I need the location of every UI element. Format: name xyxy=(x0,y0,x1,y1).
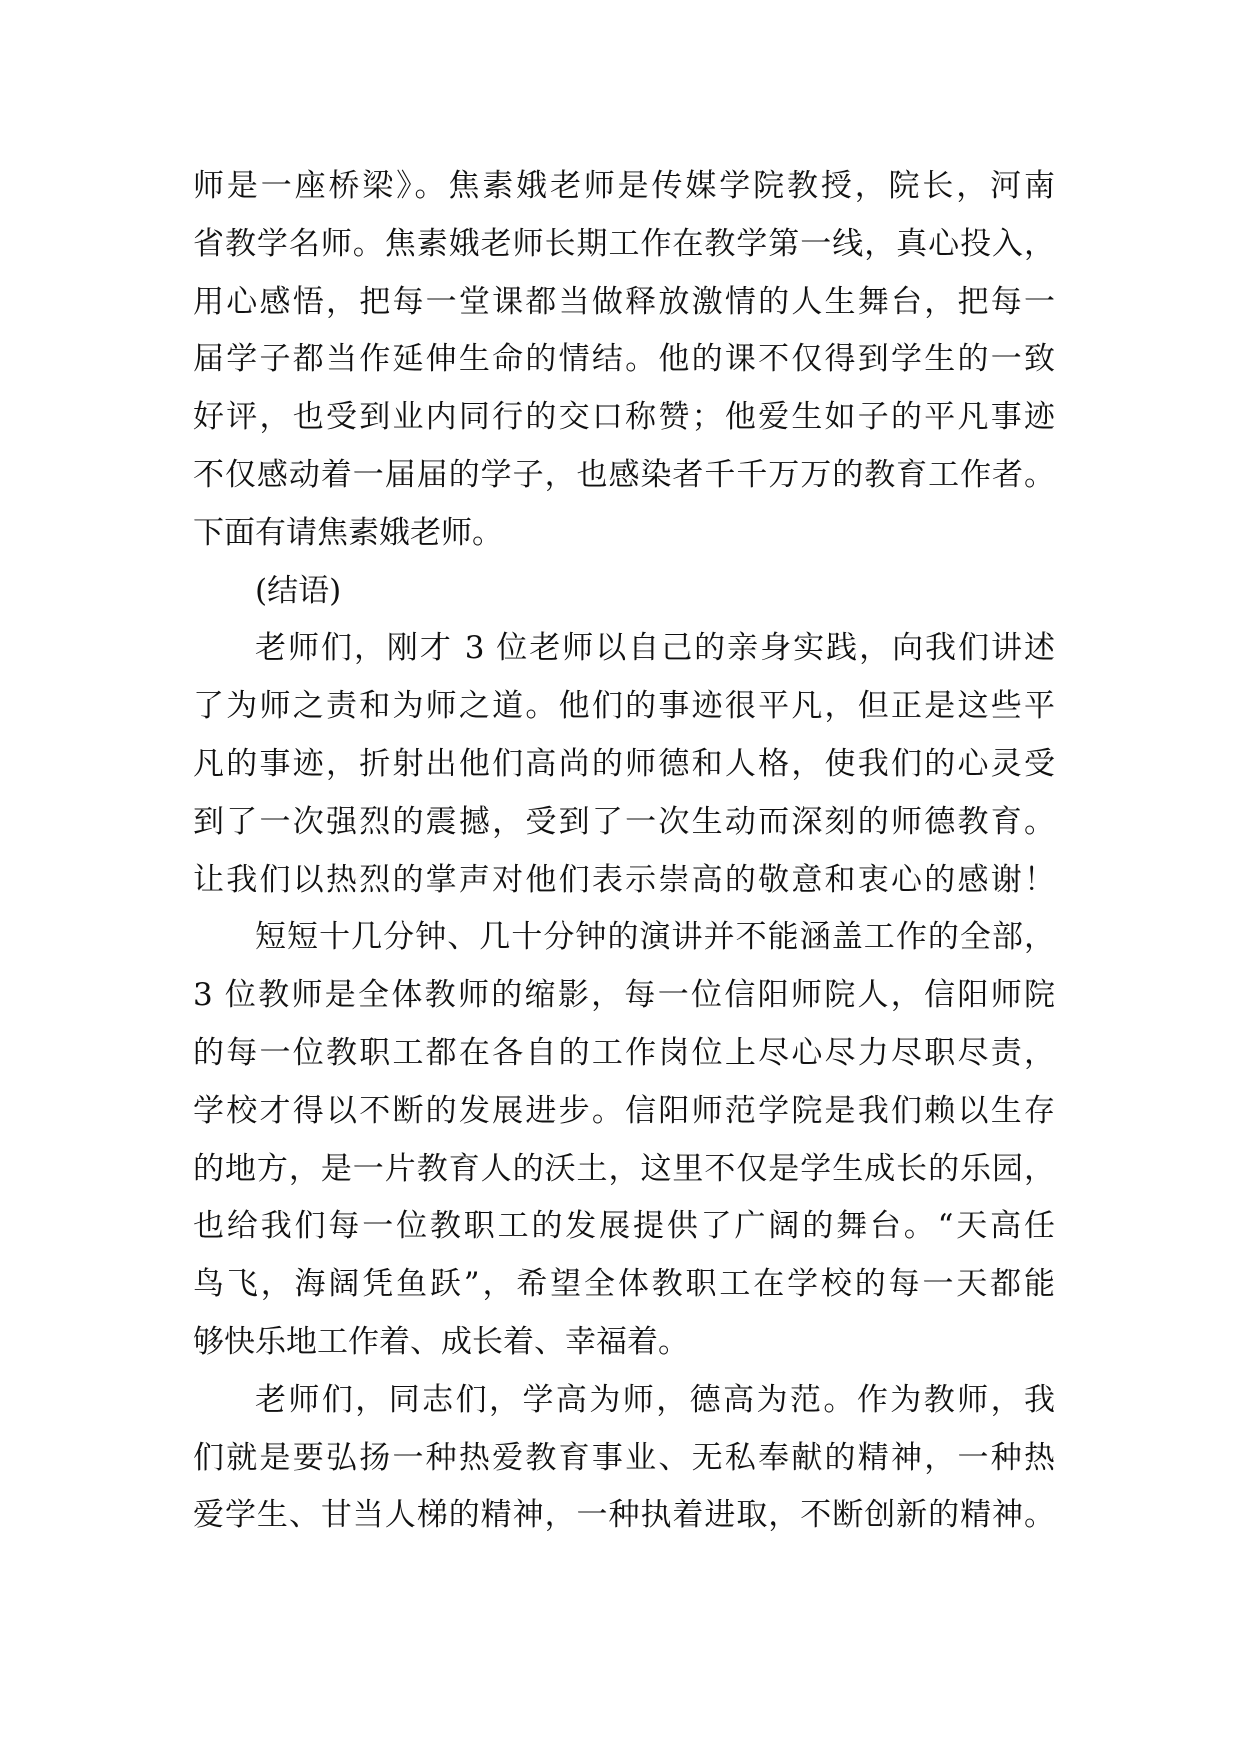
text-line: 到了一次强烈的震撼，受到了一次生动而深刻的师德教育。 xyxy=(193,803,1055,840)
text-line: 凡的事迹，折射出他们高尚的师德和人格，使我们的心灵受 xyxy=(193,745,1055,782)
text-line: 省教学名师。焦素娥老师长期工作在教学第一线，真心投入， xyxy=(193,225,1055,262)
text-line: 爱学生、甘当人梯的精神，一种执着进取，不断创新的精神。 xyxy=(193,1497,1055,1534)
text-line: (结语) xyxy=(255,572,342,609)
text-line: 够快乐地工作着、成长着、幸福着。 xyxy=(193,1323,689,1360)
text-line: 短短十几分钟、几十分钟的演讲并不能涵盖工作的全部， xyxy=(255,919,1055,956)
text-line: 的地方，是一片教育人的沃土，这里不仅是学生成长的乐园， xyxy=(193,1150,1055,1187)
text-line: 老师们，同志们，学高为师，德高为范。作为教师，我 xyxy=(255,1381,1055,1418)
text-line: 师是一座桥梁》。焦素娥老师是传媒学院教授，院长，河南 xyxy=(193,168,1055,204)
text-line: 用心感悟，把每一堂课都当做释放激情的人生舞台，把每一 xyxy=(193,283,1055,320)
text-line: 学校才得以不断的发展进步。信阳师范学院是我们赖以生存 xyxy=(193,1092,1055,1129)
text-line: 不仅感动着一届届的学子，也感染者千千万万的教育工作者。 xyxy=(193,456,1055,493)
section-heading-conclusion xyxy=(193,563,1055,621)
text-line: 也给我们每一位教职工的发展提供了广阔的舞台。“天高任 xyxy=(193,1208,1055,1245)
text-line: 的每一位教职工都在各自的工作岗位上尽心尽力尽职尽责， xyxy=(193,1034,1055,1071)
text-line: 届学子都当作延伸生命的情结。他的课不仅得到学生的一致 xyxy=(193,341,1055,378)
text-line: 下面有请焦素娥老师。 xyxy=(193,514,503,551)
paragraph-school xyxy=(193,909,1055,1371)
text-line: 3 位教师是全体教师的缩影，每一位信阳师院人，信阳师院 xyxy=(193,977,1055,1014)
paragraph-closing xyxy=(193,1372,1055,1545)
document-body xyxy=(193,158,1055,1545)
text-line: 让我们以热烈的掌声对他们表示崇高的敬意和衷心的感谢！ xyxy=(193,861,1055,898)
text-line: 好评，也受到业内同行的交口称赞；他爱生如子的平凡事迹 xyxy=(193,399,1055,436)
text-line: 老师们，刚才 3 位老师以自己的亲身实践，向我们讲述 xyxy=(255,630,1055,667)
paragraph-thanks xyxy=(193,620,1055,909)
paragraph-introduction xyxy=(193,158,1055,563)
text-line: 们就是要弘扬一种热爱教育事业、无私奉献的精神，一种热 xyxy=(193,1439,1055,1476)
text-line: 了为师之责和为师之道。他们的事迹很平凡，但正是这些平 xyxy=(193,688,1055,725)
text-line: 鸟飞，海阔凭鱼跃”，希望全体教职工在学校的每一天都能 xyxy=(193,1266,1055,1303)
